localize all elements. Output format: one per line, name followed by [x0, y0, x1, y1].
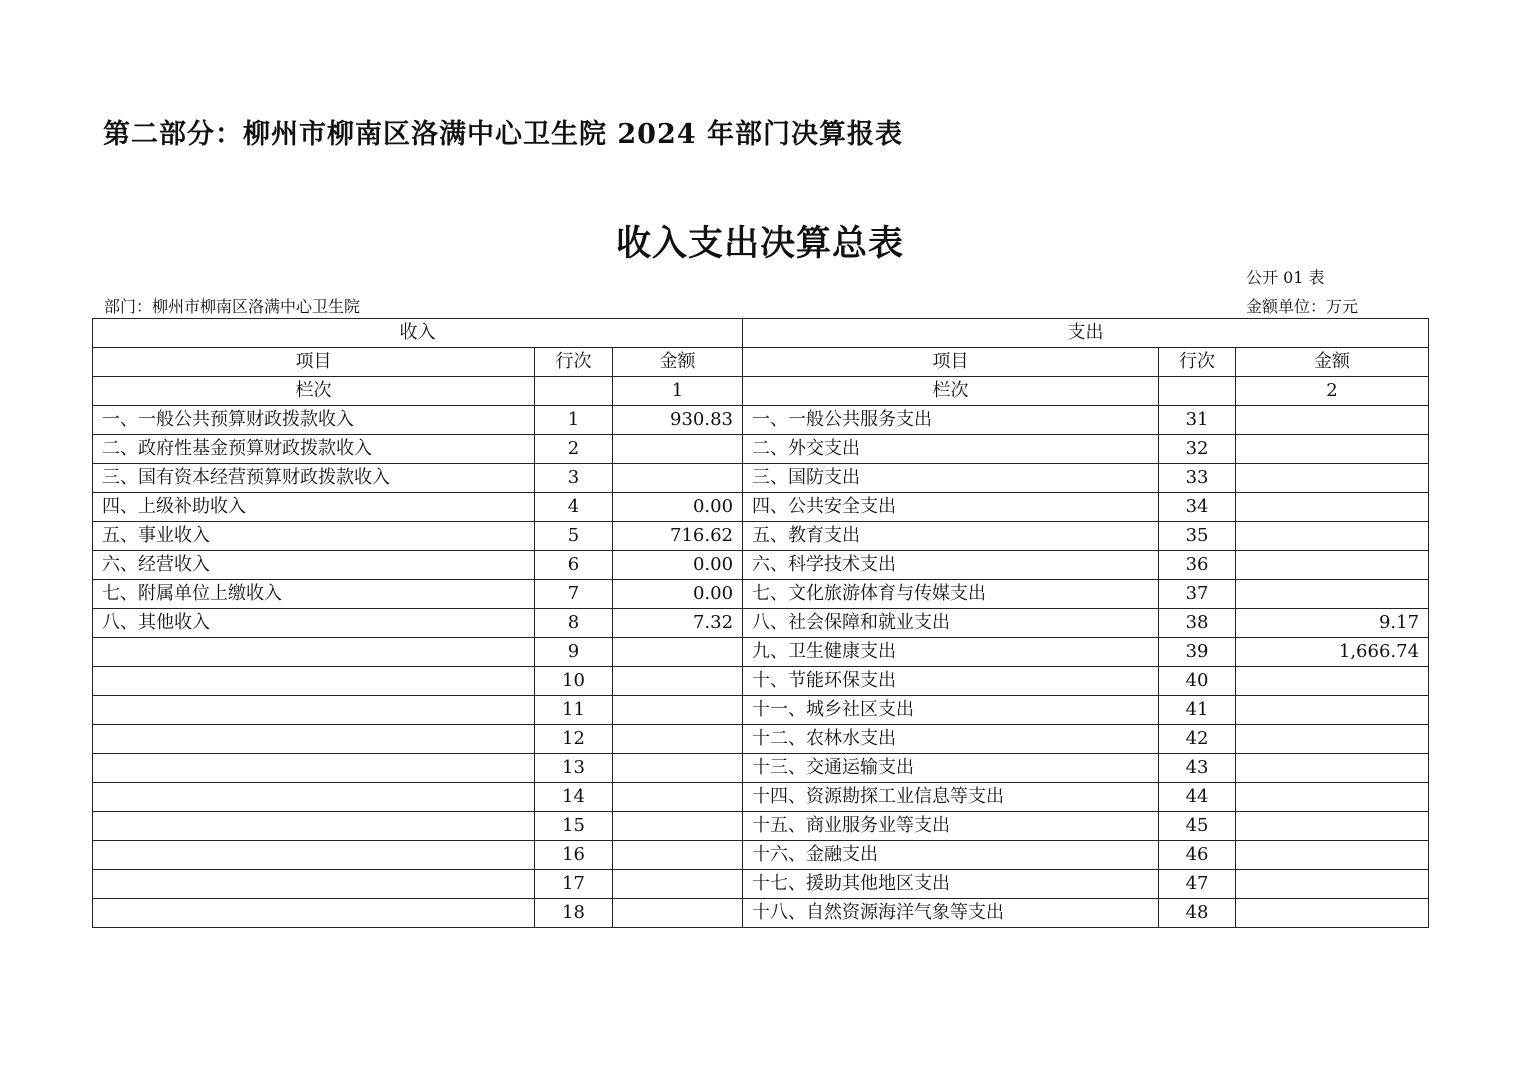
income-line-cell: 14 [535, 783, 613, 812]
table-row [93, 493, 1429, 522]
income-amount-cell: 0.00 [613, 493, 743, 522]
table-row [93, 609, 1429, 638]
income-line-cell: 17 [535, 870, 613, 899]
expense-amount-cell [1236, 406, 1429, 435]
expense-amount-cell [1236, 580, 1429, 609]
expense-item-cell: 六、科学技术支出 [743, 551, 1159, 580]
income-amount-cell [613, 754, 743, 783]
income-amount-cell: 7.32 [613, 609, 743, 638]
expense-amount-cell: 9.17 [1236, 609, 1429, 638]
expense-line-cell: 41 [1159, 696, 1236, 725]
part-title: 第二部分：柳州市柳南区洛满中心卫生院 2024 年部门决算报表 [103, 119, 903, 150]
table-row [93, 783, 1429, 812]
income-amount-cell [613, 696, 743, 725]
table-row [93, 754, 1429, 783]
expense-amount-cell [1236, 464, 1429, 493]
expense-line-cell: 37 [1159, 580, 1236, 609]
income-line-cell: 5 [535, 522, 613, 551]
table-row [93, 841, 1429, 870]
income-item-cell [93, 870, 535, 899]
expense-line-cell: 42 [1159, 725, 1236, 754]
expense-item-cell: 十七、援助其他地区支出 [743, 870, 1159, 899]
department-label: 部门：柳州市柳南区洛满中心卫生院 [104, 297, 361, 316]
income-item-cell [93, 696, 535, 725]
income-item-cell: 二、政府性基金预算财政拨款收入 [93, 435, 535, 464]
column-index-row [93, 377, 1429, 406]
expense-index-value: 2 [1236, 377, 1429, 406]
income-amount-cell [613, 725, 743, 754]
expense-line-cell: 47 [1159, 870, 1236, 899]
income-item-header: 项目 [93, 348, 535, 377]
expense-amount-cell [1236, 667, 1429, 696]
income-line-cell: 4 [535, 493, 613, 522]
expense-item-cell: 八、社会保障和就业支出 [743, 609, 1159, 638]
expense-amount-cell [1236, 870, 1429, 899]
income-item-cell: 六、经营收入 [93, 551, 535, 580]
income-item-cell [93, 899, 535, 928]
income-item-cell [93, 667, 535, 696]
table-body [93, 406, 1429, 928]
expense-item-cell: 九、卫生健康支出 [743, 638, 1159, 667]
expense-amount-cell [1236, 522, 1429, 551]
table-title: 收入支出决算总表 [615, 223, 904, 264]
income-line-cell: 15 [535, 812, 613, 841]
table-row [93, 667, 1429, 696]
income-item-cell: 三、国有资本经营预算财政拨款收入 [93, 464, 535, 493]
table-row [93, 580, 1429, 609]
expense-section-header: 支出 [743, 319, 1429, 348]
income-line-header: 行次 [535, 348, 613, 377]
income-index-label: 栏次 [93, 377, 535, 406]
expense-amount-cell [1236, 899, 1429, 928]
income-amount-header: 金额 [613, 348, 743, 377]
expense-amount-cell [1236, 551, 1429, 580]
income-amount-cell [613, 812, 743, 841]
income-line-cell: 11 [535, 696, 613, 725]
income-section-header: 收入 [93, 319, 743, 348]
expense-line-cell: 39 [1159, 638, 1236, 667]
table-row [93, 522, 1429, 551]
expense-item-cell: 三、国防支出 [743, 464, 1159, 493]
income-amount-cell: 930.83 [613, 406, 743, 435]
income-line-cell: 7 [535, 580, 613, 609]
income-amount-cell [613, 899, 743, 928]
income-line-cell: 1 [535, 406, 613, 435]
income-line-cell: 12 [535, 725, 613, 754]
income-amount-cell [613, 870, 743, 899]
expense-line-cell: 36 [1159, 551, 1236, 580]
income-item-cell [93, 783, 535, 812]
income-amount-cell [613, 638, 743, 667]
expense-amount-cell: 1,666.74 [1236, 638, 1429, 667]
expense-index-line [1159, 377, 1236, 406]
table-row [93, 638, 1429, 667]
income-item-cell [93, 841, 535, 870]
table-row [93, 551, 1429, 580]
expense-item-cell: 十四、资源勘探工业信息等支出 [743, 783, 1159, 812]
income-line-cell: 13 [535, 754, 613, 783]
expense-item-cell: 二、外交支出 [743, 435, 1159, 464]
table-row [93, 435, 1429, 464]
expense-amount-cell [1236, 783, 1429, 812]
table-row [93, 406, 1429, 435]
income-item-cell: 七、附属单位上缴收入 [93, 580, 535, 609]
column-header-row [93, 348, 1429, 377]
table-row [93, 725, 1429, 754]
income-amount-cell [613, 783, 743, 812]
income-expense-table [92, 318, 1429, 928]
expense-item-cell: 十二、农林水支出 [743, 725, 1159, 754]
expense-amount-cell [1236, 725, 1429, 754]
expense-line-cell: 31 [1159, 406, 1236, 435]
income-index-line [535, 377, 613, 406]
income-line-cell: 18 [535, 899, 613, 928]
expense-line-cell: 33 [1159, 464, 1236, 493]
table-row [93, 899, 1429, 928]
expense-item-cell: 十一、城乡社区支出 [743, 696, 1159, 725]
expense-line-cell: 45 [1159, 812, 1236, 841]
income-amount-cell [613, 435, 743, 464]
expense-index-label: 栏次 [743, 377, 1159, 406]
table-row [93, 696, 1429, 725]
expense-line-cell: 34 [1159, 493, 1236, 522]
expense-amount-cell [1236, 696, 1429, 725]
table-row [93, 870, 1429, 899]
amount-unit-label: 金额单位：万元 [1246, 297, 1359, 316]
income-item-cell: 一、一般公共预算财政拨款收入 [93, 406, 535, 435]
expense-line-cell: 35 [1159, 522, 1236, 551]
expense-item-cell: 十三、交通运输支出 [743, 754, 1159, 783]
expense-amount-cell [1236, 435, 1429, 464]
expense-amount-cell [1236, 493, 1429, 522]
expense-line-cell: 32 [1159, 435, 1236, 464]
expense-line-cell: 48 [1159, 899, 1236, 928]
expense-line-cell: 40 [1159, 667, 1236, 696]
income-item-cell: 八、其他收入 [93, 609, 535, 638]
income-amount-cell [613, 464, 743, 493]
income-amount-cell [613, 667, 743, 696]
income-item-cell [93, 812, 535, 841]
expense-item-header: 项目 [743, 348, 1159, 377]
section-header-row [93, 319, 1429, 348]
income-line-cell: 9 [535, 638, 613, 667]
expense-line-header: 行次 [1159, 348, 1236, 377]
income-item-cell [93, 638, 535, 667]
expense-amount-cell [1236, 812, 1429, 841]
income-item-cell [93, 725, 535, 754]
expense-item-cell: 五、教育支出 [743, 522, 1159, 551]
expense-line-cell: 38 [1159, 609, 1236, 638]
income-item-cell: 五、事业收入 [93, 522, 535, 551]
income-line-cell: 8 [535, 609, 613, 638]
expense-line-cell: 46 [1159, 841, 1236, 870]
expense-amount-header: 金额 [1236, 348, 1429, 377]
expense-item-cell: 一、一般公共服务支出 [743, 406, 1159, 435]
income-item-cell [93, 754, 535, 783]
expense-item-cell: 十五、商业服务业等支出 [743, 812, 1159, 841]
income-line-cell: 2 [535, 435, 613, 464]
income-item-cell: 四、上级补助收入 [93, 493, 535, 522]
table-row [93, 464, 1429, 493]
expense-item-cell: 七、文化旅游体育与传媒支出 [743, 580, 1159, 609]
expense-amount-cell [1236, 841, 1429, 870]
income-line-cell: 3 [535, 464, 613, 493]
income-amount-cell: 0.00 [613, 580, 743, 609]
expense-item-cell: 十六、金融支出 [743, 841, 1159, 870]
income-line-cell: 16 [535, 841, 613, 870]
income-line-cell: 6 [535, 551, 613, 580]
income-amount-cell [613, 841, 743, 870]
table-number: 公开 01 表 [1246, 268, 1325, 287]
income-amount-cell: 716.62 [613, 522, 743, 551]
expense-item-cell: 十八、自然资源海洋气象等支出 [743, 899, 1159, 928]
income-line-cell: 10 [535, 667, 613, 696]
expense-line-cell: 43 [1159, 754, 1236, 783]
expense-item-cell: 四、公共安全支出 [743, 493, 1159, 522]
income-index-value: 1 [613, 377, 743, 406]
income-amount-cell: 0.00 [613, 551, 743, 580]
expense-amount-cell [1236, 754, 1429, 783]
expense-item-cell: 十、节能环保支出 [743, 667, 1159, 696]
table-row [93, 812, 1429, 841]
expense-line-cell: 44 [1159, 783, 1236, 812]
